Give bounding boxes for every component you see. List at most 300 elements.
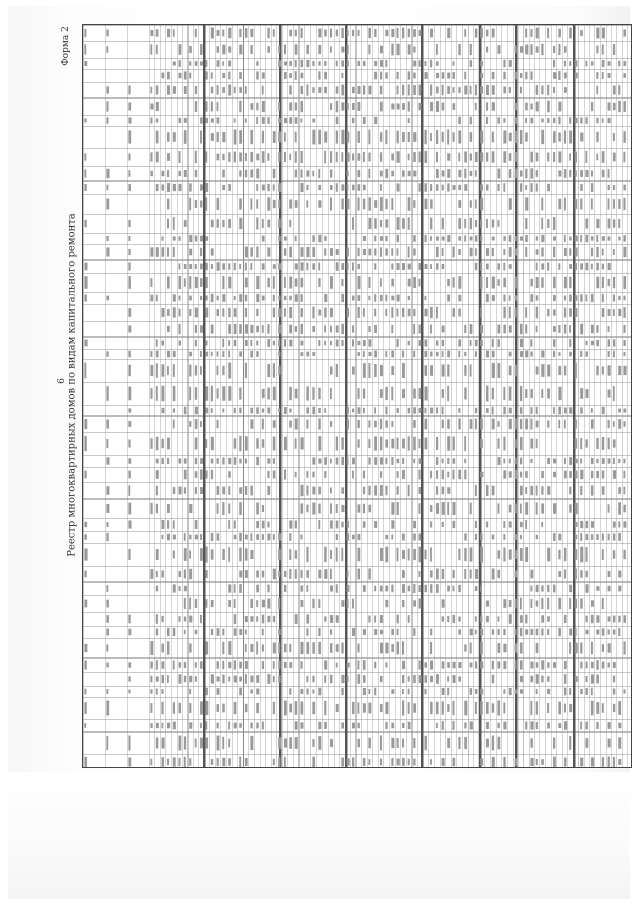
table-cell-text <box>618 628 620 636</box>
table-cell-text <box>306 200 308 207</box>
table-cell-text <box>363 308 365 316</box>
table-cell-text <box>419 30 422 36</box>
table-cell-text <box>391 154 394 161</box>
table-cell-text <box>189 61 191 65</box>
table-cell-text <box>613 533 615 540</box>
table-cell-text <box>424 689 426 694</box>
table-cell-text <box>222 758 225 767</box>
table-cell-text <box>368 197 371 210</box>
table-cell-text <box>503 325 506 334</box>
table-cell-text <box>430 584 432 593</box>
table-cell-text <box>580 533 582 541</box>
table-cell-text <box>580 458 582 463</box>
table-cell-text <box>368 363 370 378</box>
table-cell-text <box>424 419 427 430</box>
table-cell-text <box>312 235 314 242</box>
table-cell-text <box>211 28 214 39</box>
table-cell-text <box>442 248 444 256</box>
table-cell-text <box>324 457 327 465</box>
table-cell-text <box>324 616 326 621</box>
table-cell-text <box>515 504 517 514</box>
table-cell-text <box>245 644 247 652</box>
table-cell-text <box>503 236 505 241</box>
table-cell-text <box>547 458 550 464</box>
table-cell-text <box>273 169 276 178</box>
table-cell-text <box>515 599 517 608</box>
table-cell-text <box>492 85 495 94</box>
table-cell-text <box>453 470 455 480</box>
table-cell-text <box>509 505 512 513</box>
table-cell-text <box>184 264 187 269</box>
table-cell-text <box>536 28 539 39</box>
table-cell-text <box>318 599 320 608</box>
table-cell-text <box>128 170 130 177</box>
table-cell-text <box>205 599 207 608</box>
table-cell-text <box>602 549 604 560</box>
table-cell-text <box>497 737 500 750</box>
table-cell-text <box>106 533 108 541</box>
table-cell-text <box>402 103 405 110</box>
table-cell-text <box>602 308 605 317</box>
table-cell-text <box>402 458 404 464</box>
table-cell-text <box>301 485 304 496</box>
table-cell-text <box>330 675 332 683</box>
table-cell-text <box>497 220 499 227</box>
table-cell-text <box>161 458 163 464</box>
table-cell-text <box>278 296 280 300</box>
table-cell-text <box>413 738 415 748</box>
table-cell-text <box>184 757 186 767</box>
table-cell-text <box>480 701 483 715</box>
table-cell-text <box>564 704 566 713</box>
table-cell-text <box>239 502 241 515</box>
table-cell-text <box>84 702 86 714</box>
table-cell-text <box>256 641 258 654</box>
table-cell-text <box>173 420 175 429</box>
table-cell-text <box>84 340 87 347</box>
table-cell-text <box>128 757 131 766</box>
table-cell-text <box>128 690 130 694</box>
table-cell-text <box>569 688 571 695</box>
table-cell-text <box>195 308 198 318</box>
table-cell-text <box>267 220 270 228</box>
registry-table-grid <box>83 25 631 767</box>
table-cell-text <box>256 103 258 111</box>
table-cell-text <box>430 522 432 528</box>
table-cell-text <box>536 295 539 300</box>
table-cell-text <box>173 386 176 401</box>
table-cell-text <box>336 152 338 162</box>
table-cell-text <box>161 570 163 577</box>
table-cell-text <box>341 505 344 512</box>
table-cell-text <box>306 628 308 635</box>
table-cell-text <box>289 30 292 37</box>
table-cell-text <box>530 486 533 495</box>
table-cell-text <box>363 629 366 635</box>
table-cell-text <box>509 60 512 67</box>
table-cell-text <box>239 436 241 451</box>
table-cell-text <box>391 307 393 318</box>
table-cell-text <box>245 295 247 302</box>
table-cell-text <box>413 152 416 162</box>
table-cell-text <box>402 739 404 748</box>
table-cell-text <box>408 586 410 592</box>
table-cell-text <box>256 675 259 683</box>
table-cell-text <box>585 571 587 578</box>
table-cell-text <box>515 248 518 255</box>
table-cell-text <box>380 236 383 241</box>
table-cell-text <box>352 757 354 766</box>
table-cell-text <box>106 736 108 750</box>
table-cell-text <box>222 87 225 93</box>
table-cell-text <box>312 457 315 464</box>
table-cell-text <box>173 351 176 357</box>
table-cell-text <box>324 569 327 579</box>
table-cell-text <box>492 220 494 228</box>
table-cell-text <box>267 278 270 287</box>
table-cell-text <box>447 458 449 464</box>
table-cell-text <box>234 702 237 714</box>
table-cell-text <box>569 294 572 301</box>
table-cell-text <box>613 249 615 255</box>
table-cell-text <box>419 152 421 163</box>
table-cell-text <box>397 502 399 515</box>
table-cell-text <box>608 263 611 270</box>
table-cell-text <box>580 117 582 123</box>
table-cell-text <box>184 676 186 682</box>
table-cell-text <box>464 569 466 579</box>
table-cell-text <box>458 470 461 479</box>
table-cell-text <box>564 61 566 67</box>
table-cell-text <box>284 152 286 162</box>
table-cell-text <box>470 340 472 346</box>
table-cell-text <box>179 662 182 668</box>
table-cell-text <box>458 676 461 681</box>
table-cell-text <box>312 326 315 332</box>
table-cell-text <box>184 598 186 609</box>
table-cell-text <box>256 117 258 124</box>
table-cell-text <box>245 308 247 317</box>
table-cell-text <box>262 505 264 512</box>
table-cell-text <box>591 701 594 716</box>
table-cell-text <box>558 102 561 112</box>
table-cell-text <box>284 738 287 747</box>
table-cell-text <box>222 629 224 636</box>
table-cell-text <box>458 276 461 289</box>
table-cell-text <box>525 185 527 190</box>
table-cell-text <box>289 117 292 124</box>
table-cell-text <box>458 309 461 317</box>
table-cell-text <box>184 407 187 414</box>
table-cell-text <box>179 586 181 591</box>
table-cell-text <box>525 419 528 430</box>
table-cell-text <box>380 132 382 142</box>
table-cell-text <box>184 533 186 541</box>
table-cell-text <box>470 629 473 636</box>
table-cell-text <box>520 46 523 53</box>
table-cell-text <box>525 28 527 37</box>
table-cell-text <box>156 363 158 377</box>
table-cell-text <box>368 615 370 622</box>
table-cell-text <box>530 701 532 715</box>
table-cell-text <box>503 87 506 94</box>
table-cell-text <box>352 339 354 346</box>
table-cell-text <box>318 235 321 242</box>
table-cell-text <box>289 704 292 713</box>
table-cell-text <box>402 132 405 142</box>
table-cell-text <box>486 46 488 52</box>
table-cell-text <box>397 629 399 636</box>
table-cell-text <box>341 198 343 209</box>
table-cell-text <box>402 218 405 229</box>
table-cell-text <box>312 689 314 693</box>
table-cell-text <box>262 600 265 608</box>
table-cell-text <box>558 325 560 333</box>
table-cell-text <box>591 662 594 668</box>
table-cell-text <box>525 118 527 123</box>
table-cell-text <box>128 387 131 401</box>
table-cell-text <box>613 86 616 95</box>
table-cell-text <box>569 117 571 124</box>
table-cell-text <box>195 340 197 346</box>
table-cell-text <box>596 438 598 449</box>
table-cell-text <box>228 458 231 464</box>
table-cell-text <box>596 118 598 124</box>
table-cell-text <box>195 419 198 429</box>
table-cell-text <box>391 171 394 176</box>
table-cell-text <box>492 72 495 79</box>
table-cell-text <box>278 152 280 162</box>
table-cell-text <box>167 723 170 729</box>
table-cell-text <box>509 153 512 161</box>
table-cell-text <box>541 628 543 635</box>
table-cell-text <box>262 629 264 636</box>
table-cell-text <box>515 131 518 143</box>
table-cell-text <box>558 44 560 55</box>
table-cell-text <box>430 660 433 669</box>
table-cell-text <box>211 629 213 635</box>
table-cell-text <box>608 102 611 110</box>
table-cell-text <box>580 324 583 335</box>
table-cell-text <box>106 629 109 636</box>
table-cell-text <box>239 548 241 562</box>
table-cell-text <box>530 168 533 178</box>
table-cell-text <box>128 408 131 412</box>
table-cell-text <box>358 407 361 414</box>
table-cell-text <box>336 340 339 347</box>
table-cell-text <box>289 662 292 668</box>
table-cell-text <box>585 722 587 730</box>
table-cell-text <box>284 469 286 479</box>
table-cell-text <box>419 340 422 346</box>
table-cell-text <box>585 616 587 623</box>
table-cell-text <box>447 28 450 38</box>
table-cell-text <box>541 585 543 591</box>
table-cell-text <box>363 504 365 514</box>
table-cell-text <box>318 29 321 38</box>
table-cell-text <box>618 737 621 748</box>
table-cell-text <box>368 169 370 178</box>
table-cell-text <box>458 117 461 124</box>
table-cell-text <box>470 663 473 668</box>
table-cell-text <box>623 471 625 478</box>
table-cell-text <box>608 616 611 621</box>
table-cell-text <box>569 598 571 609</box>
table-cell-text <box>458 737 460 749</box>
table-cell-text <box>613 44 615 55</box>
table-cell-text <box>156 102 159 111</box>
table-cell-text <box>436 702 439 715</box>
table-cell-text <box>250 723 252 729</box>
table-cell-text <box>284 571 286 577</box>
table-cell-text <box>553 503 556 514</box>
table-cell-text <box>106 457 109 464</box>
table-cell-text <box>295 263 298 269</box>
table-cell-text <box>250 45 252 54</box>
table-cell-text <box>564 458 566 464</box>
table-cell-text <box>480 629 483 636</box>
table-cell-text <box>596 586 599 591</box>
table-cell-text <box>380 759 382 766</box>
table-cell-text <box>464 169 466 179</box>
table-cell-text <box>179 118 182 123</box>
table-cell-text <box>289 569 291 579</box>
table-cell-text <box>480 308 482 318</box>
table-cell-text <box>442 236 445 240</box>
table-cell-text <box>486 351 489 358</box>
table-cell-text <box>189 598 191 610</box>
table-cell-text <box>278 236 281 241</box>
table-cell-text <box>608 643 611 652</box>
table-cell-text <box>602 44 604 54</box>
table-cell-text <box>480 533 482 540</box>
table-cell-text <box>289 387 292 400</box>
table-cell-text <box>553 217 555 230</box>
table-cell-text <box>509 366 512 376</box>
table-cell-text <box>575 308 578 317</box>
table-cell-text <box>525 132 528 141</box>
table-cell-text <box>492 703 494 712</box>
table-cell-text <box>368 689 370 694</box>
table-cell-text <box>301 262 304 270</box>
table-cell-text <box>256 71 258 79</box>
table-cell-text <box>564 248 567 256</box>
table-cell-text <box>278 308 281 317</box>
table-cell-text <box>184 86 187 94</box>
table-cell-text <box>301 535 303 540</box>
table-cell-text <box>503 294 505 301</box>
table-cell-text <box>602 249 604 256</box>
table-cell-text <box>234 676 237 683</box>
table-cell-text <box>239 324 242 333</box>
table-cell-text <box>424 736 426 751</box>
table-cell-text <box>447 169 450 178</box>
table-cell-text <box>380 437 382 451</box>
table-cell-text <box>200 421 202 427</box>
table-cell-text <box>453 103 456 110</box>
table-cell-text <box>413 235 415 242</box>
table-cell-text <box>278 46 280 53</box>
table-cell-text <box>324 131 327 142</box>
table-cell-text <box>419 598 422 608</box>
table-cell-text <box>515 72 518 80</box>
table-cell-text <box>179 703 181 714</box>
table-cell-text <box>306 185 308 190</box>
table-cell-text <box>200 366 202 375</box>
table-cell-text <box>156 504 158 514</box>
table-cell-text <box>530 738 532 747</box>
table-cell-text <box>301 151 303 163</box>
table-cell-text <box>541 277 543 287</box>
table-cell-text <box>250 486 253 496</box>
table-cell-text <box>436 407 438 413</box>
table-cell-text <box>486 386 489 402</box>
table-cell-text <box>553 152 555 162</box>
table-cell-text <box>623 352 625 356</box>
table-cell-text <box>211 220 214 227</box>
table-cell-text <box>564 661 567 669</box>
table-cell-text <box>84 689 86 695</box>
table-cell-text <box>318 45 321 54</box>
table-cell-text <box>596 615 599 622</box>
table-cell-text <box>618 309 621 316</box>
table-cell-text <box>442 72 445 78</box>
table-cell-text <box>503 118 505 123</box>
table-cell-text <box>541 486 543 494</box>
table-cell-text <box>222 366 224 375</box>
table-cell-text <box>289 73 292 78</box>
table-cell-text <box>575 363 577 379</box>
table-cell-text <box>318 628 320 636</box>
table-cell-text <box>569 153 571 160</box>
table-cell-text <box>106 30 108 37</box>
table-cell-text <box>553 87 555 93</box>
table-cell-text <box>618 61 620 67</box>
table-cell-text <box>228 363 231 379</box>
table-cell-text <box>184 586 187 591</box>
table-cell-text <box>228 184 231 191</box>
table-cell-text <box>525 502 528 514</box>
table-cell-text <box>436 61 439 65</box>
table-cell-text <box>497 700 500 715</box>
table-cell-text <box>341 758 344 767</box>
table-cell-text <box>352 103 355 110</box>
table-cell-text <box>613 339 615 346</box>
table-cell-text <box>613 421 615 427</box>
table-cell-text <box>413 61 416 67</box>
table-cell-text <box>128 325 131 332</box>
table-cell-text <box>391 366 394 375</box>
table-cell-text <box>184 548 187 561</box>
table-cell-text <box>318 688 321 696</box>
table-cell-text <box>408 246 410 257</box>
table-cell-text <box>352 470 354 478</box>
table-cell-text <box>205 546 207 562</box>
table-cell-text <box>167 29 170 37</box>
table-cell-text <box>358 739 360 747</box>
table-cell-text <box>262 236 265 242</box>
table-cell-text <box>306 614 309 623</box>
table-cell-text <box>289 520 292 528</box>
table-cell-text <box>239 170 241 176</box>
table-cell-text <box>278 661 280 670</box>
table-cell-text <box>520 598 522 610</box>
table-cell-text <box>596 86 598 94</box>
table-cell-text <box>106 504 109 513</box>
table-cell-text <box>352 458 355 465</box>
table-cell-text <box>442 487 445 495</box>
table-cell-text <box>424 408 426 414</box>
